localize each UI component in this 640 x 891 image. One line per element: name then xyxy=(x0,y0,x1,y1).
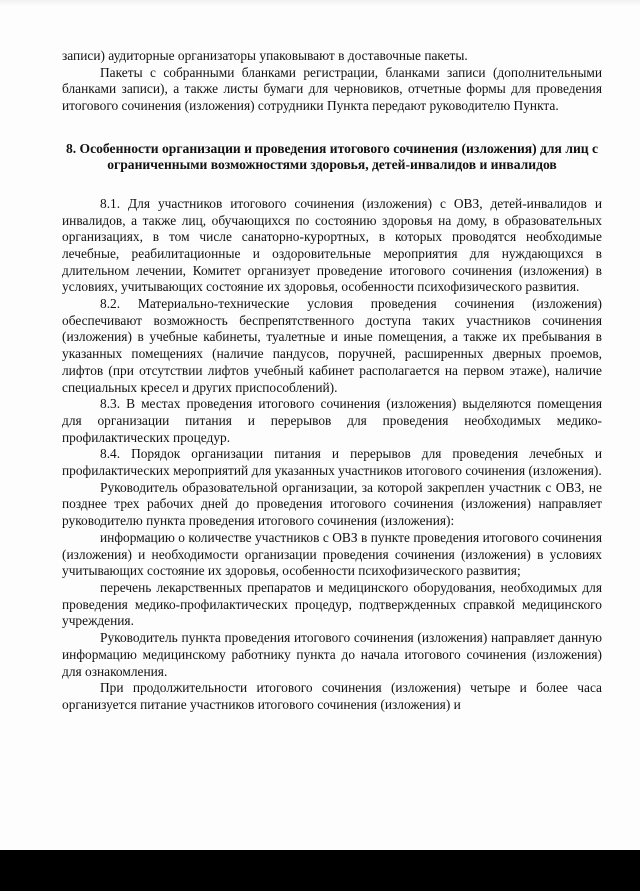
paragraph: Руководитель пункта проведения итогового сочинения (изложения) направляет данную информацию медицинскому работнику пункта до начала итогового сочинения (изложения) для ознакомления. xyxy=(62,630,602,679)
section-heading: 8. Особенности организации и проведения итогового сочинения (изложения) для лиц с ограниченными возможностями здоровья, детей-инвалидов и инвалидов xyxy=(65,140,599,173)
scan-bottom-border xyxy=(0,850,640,891)
paragraph-8-4: 8.4. Порядок организации питания и перерывов для проведения лечебных и профилактических мероприятий для указанных участников итогового сочинения (изложения). xyxy=(62,446,602,479)
paragraph: Руководитель образовательной организации, за которой закреплен участник с ОВЗ, не позднее трех рабочих дней до проведения итогового сочинения (изложения) направляет руководителю пункта проведения итогового сочинения (изложения): xyxy=(62,479,602,529)
paragraph: Пакеты с собранными бланками регистрации, бланками записи (дополнительными бланками записи), а также листы бумаги для черновиков, отчетные формы для проведения итогового сочинения (изложения) сотрудники Пункта передают руководителю Пункта. xyxy=(62,64,602,114)
document-body xyxy=(62,48,602,714)
paragraph-8-1: 8.1. Для участников итогового сочинения (изложения) с ОВЗ, детей-инвалидов и инвалидов, а также лиц, обучающихся по состоянию здоровья на дому, в образовательных организациях, в том числе санаторно-курортных, в которых проводятся необходимые лечебные, реабилитационные и оздоровительные мероприятия для нуждающихся в длительном лечении, Комитет организует проведение итогового сочинения (изложения) в условиях, учитывающих состояние их здоровья, особенности психофизического развития. xyxy=(62,195,602,295)
scan-edge-shadow xyxy=(0,0,640,6)
paragraph: перечень лекарственных препаратов и медицинского оборудования, необходимых для проведения медико-профилактических процедур, подтвержденных справкой медицинского учреждения. xyxy=(62,579,602,629)
paragraph: При продолжительности итогового сочинения (изложения) четыре и более часа организуется питание участников итогового сочинения (изложения) и xyxy=(62,680,602,712)
paragraph-8-2: 8.2. Материально-технические условия проведения сочинения (изложения) обеспечивают возможность беспрепятственного доступа таких участников сочинения (изложения) в учебные кабинеты, туалетные и иные помещения, а также их пребывания в указанных помещениях (наличие пандусов, поручней, расширенных дверных проемов, лифтов (при отсутствии лифтов учебный кабинет располагается на первом этаже), наличие специальных кресел и других приспособлений). xyxy=(62,296,602,395)
paragraph: записи) аудиторные организаторы упаковывают в доставочные пакеты. xyxy=(62,48,468,63)
paragraph-8-3: 8.3. В местах проведения итогового сочинения (изложения) выделяются помещения для организации питания и перерывов для проведения необходимых медико-профилактических процедур. xyxy=(62,396,602,445)
paragraph: информацию о количестве участников с ОВЗ в пункте проведения итогового сочинения (изложения) и необходимости организации проведения сочинения (изложения) в условиях учитывающих состояние их здоровья, особенности психофизического развития; xyxy=(62,529,602,579)
